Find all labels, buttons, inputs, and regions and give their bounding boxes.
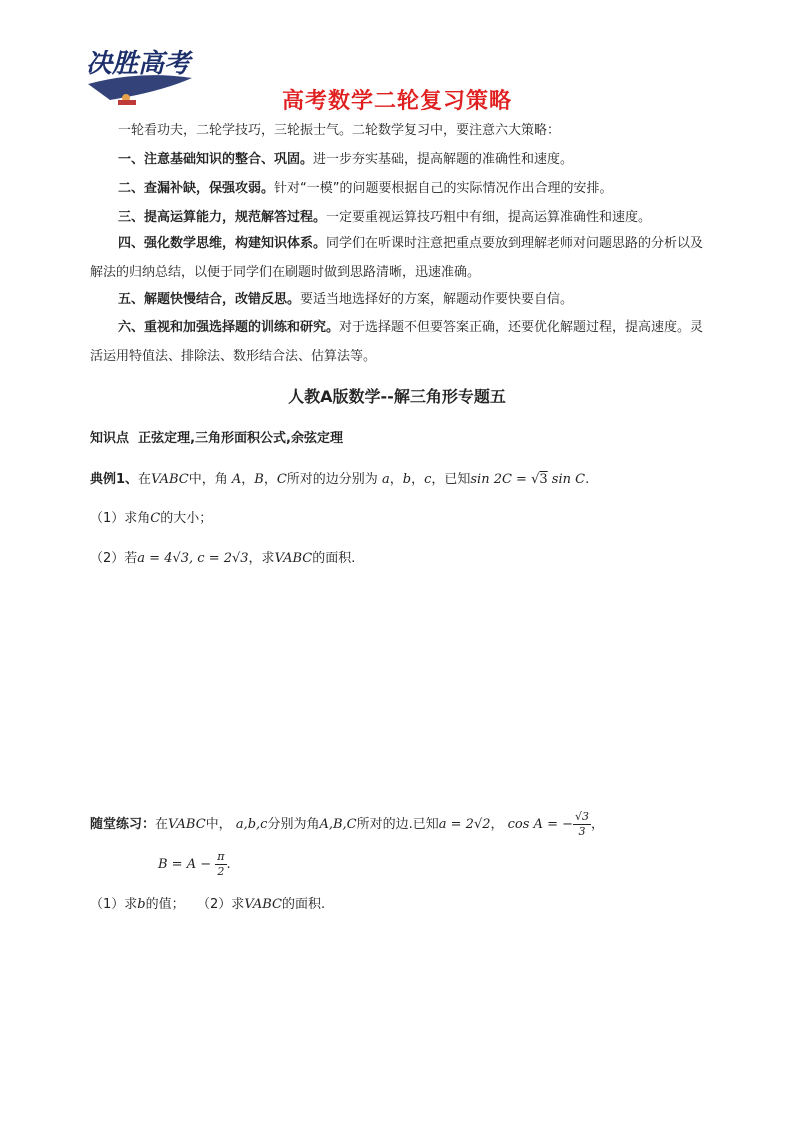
practice: 随堂练习：在VABC中， a,b,c分别为角A,B,C所对的边.已知a = 2√2， cos A = − $\frac{√3}{3}$ ， (90, 810, 605, 838)
strategy-head: 四、强化数学思维，构建知识体系。 (118, 236, 327, 251)
knowledge-content: 正弦定理,三角形面积公式,余弦定理 (138, 431, 343, 446)
strategy-4 (90, 229, 710, 287)
example-1: 典例1、在VABC中，角 A，B，C所对的边分别为 a，b，c，已知sin 2C = √3 sin C. (90, 472, 590, 487)
strategy-body: 进一步夯实基础，提高解题的准确性和速度。 (313, 152, 574, 167)
strategy-head: 一、注意基础知识的整合、巩固。 (118, 152, 314, 167)
practice-b-relation: B = A − $\frac{\pi}{2}$ . (158, 850, 231, 878)
strategy-head: 二、查漏补缺，保强攻弱。 (118, 181, 275, 196)
knowledge-label: 知识点 (90, 431, 130, 446)
logo-text: 决胜高考 (86, 49, 191, 79)
strategy-body: 一定要重视运算技巧粗中有细，提高运算准确性和速度。 (326, 210, 652, 225)
strategy-head: 三、提高运算能力，规范解答过程。 (118, 210, 327, 225)
intro-text: 一轮看功夫，二轮学技巧，三轮振士气。二轮数学复习中，要注意六大策略： (118, 123, 561, 138)
knowledge-point (90, 424, 710, 453)
strategy-body: 对于选择题不但要答案正确，还要优化解题过程，提高速度。灵活运用特值法、排除法、数形结合法、估算法等。 (90, 320, 704, 364)
strategy-3 (90, 203, 710, 232)
page-title: 高考数学二轮复习策略 (281, 89, 512, 114)
strategy-1 (90, 145, 710, 174)
strategy-2 (90, 174, 710, 203)
strategy-head: 六、重视和加强选择题的训练和研究。 (118, 320, 340, 335)
strategy-body: 要适当地选择好的方案，解题动作要快要自信。 (300, 292, 574, 307)
example-q1: （1）求角C的大小； (90, 511, 213, 526)
practice-questions: （1）求b的值； （2）求VABC的面积. (90, 897, 326, 912)
example-label: 典例1、 (90, 472, 139, 487)
example-q2: （2）若a = 4√3, c = 2√3，求VABC的面积. (90, 551, 356, 566)
example-condition: sin 2C = √3 sin C (470, 472, 586, 487)
section-title: 人教A版数学--解三角形专题五 (288, 387, 506, 406)
practice-label: 随堂练习： (90, 817, 156, 832)
strategy-6 (90, 313, 710, 371)
strategy-body: 同学们在听课时注意把重点要放到理解老师对问题思路的分析以及解法的归纳总结，以便于同学们在刷题时做到思路清晰，迅速准确。 (90, 236, 704, 280)
strategy-head: 五、解题快慢结合，改错反思。 (118, 292, 301, 307)
strategy-5 (90, 285, 710, 314)
strategy-body: 针对“一模”的问题要根据自己的实际情况作出合理的安排。 (274, 181, 613, 196)
